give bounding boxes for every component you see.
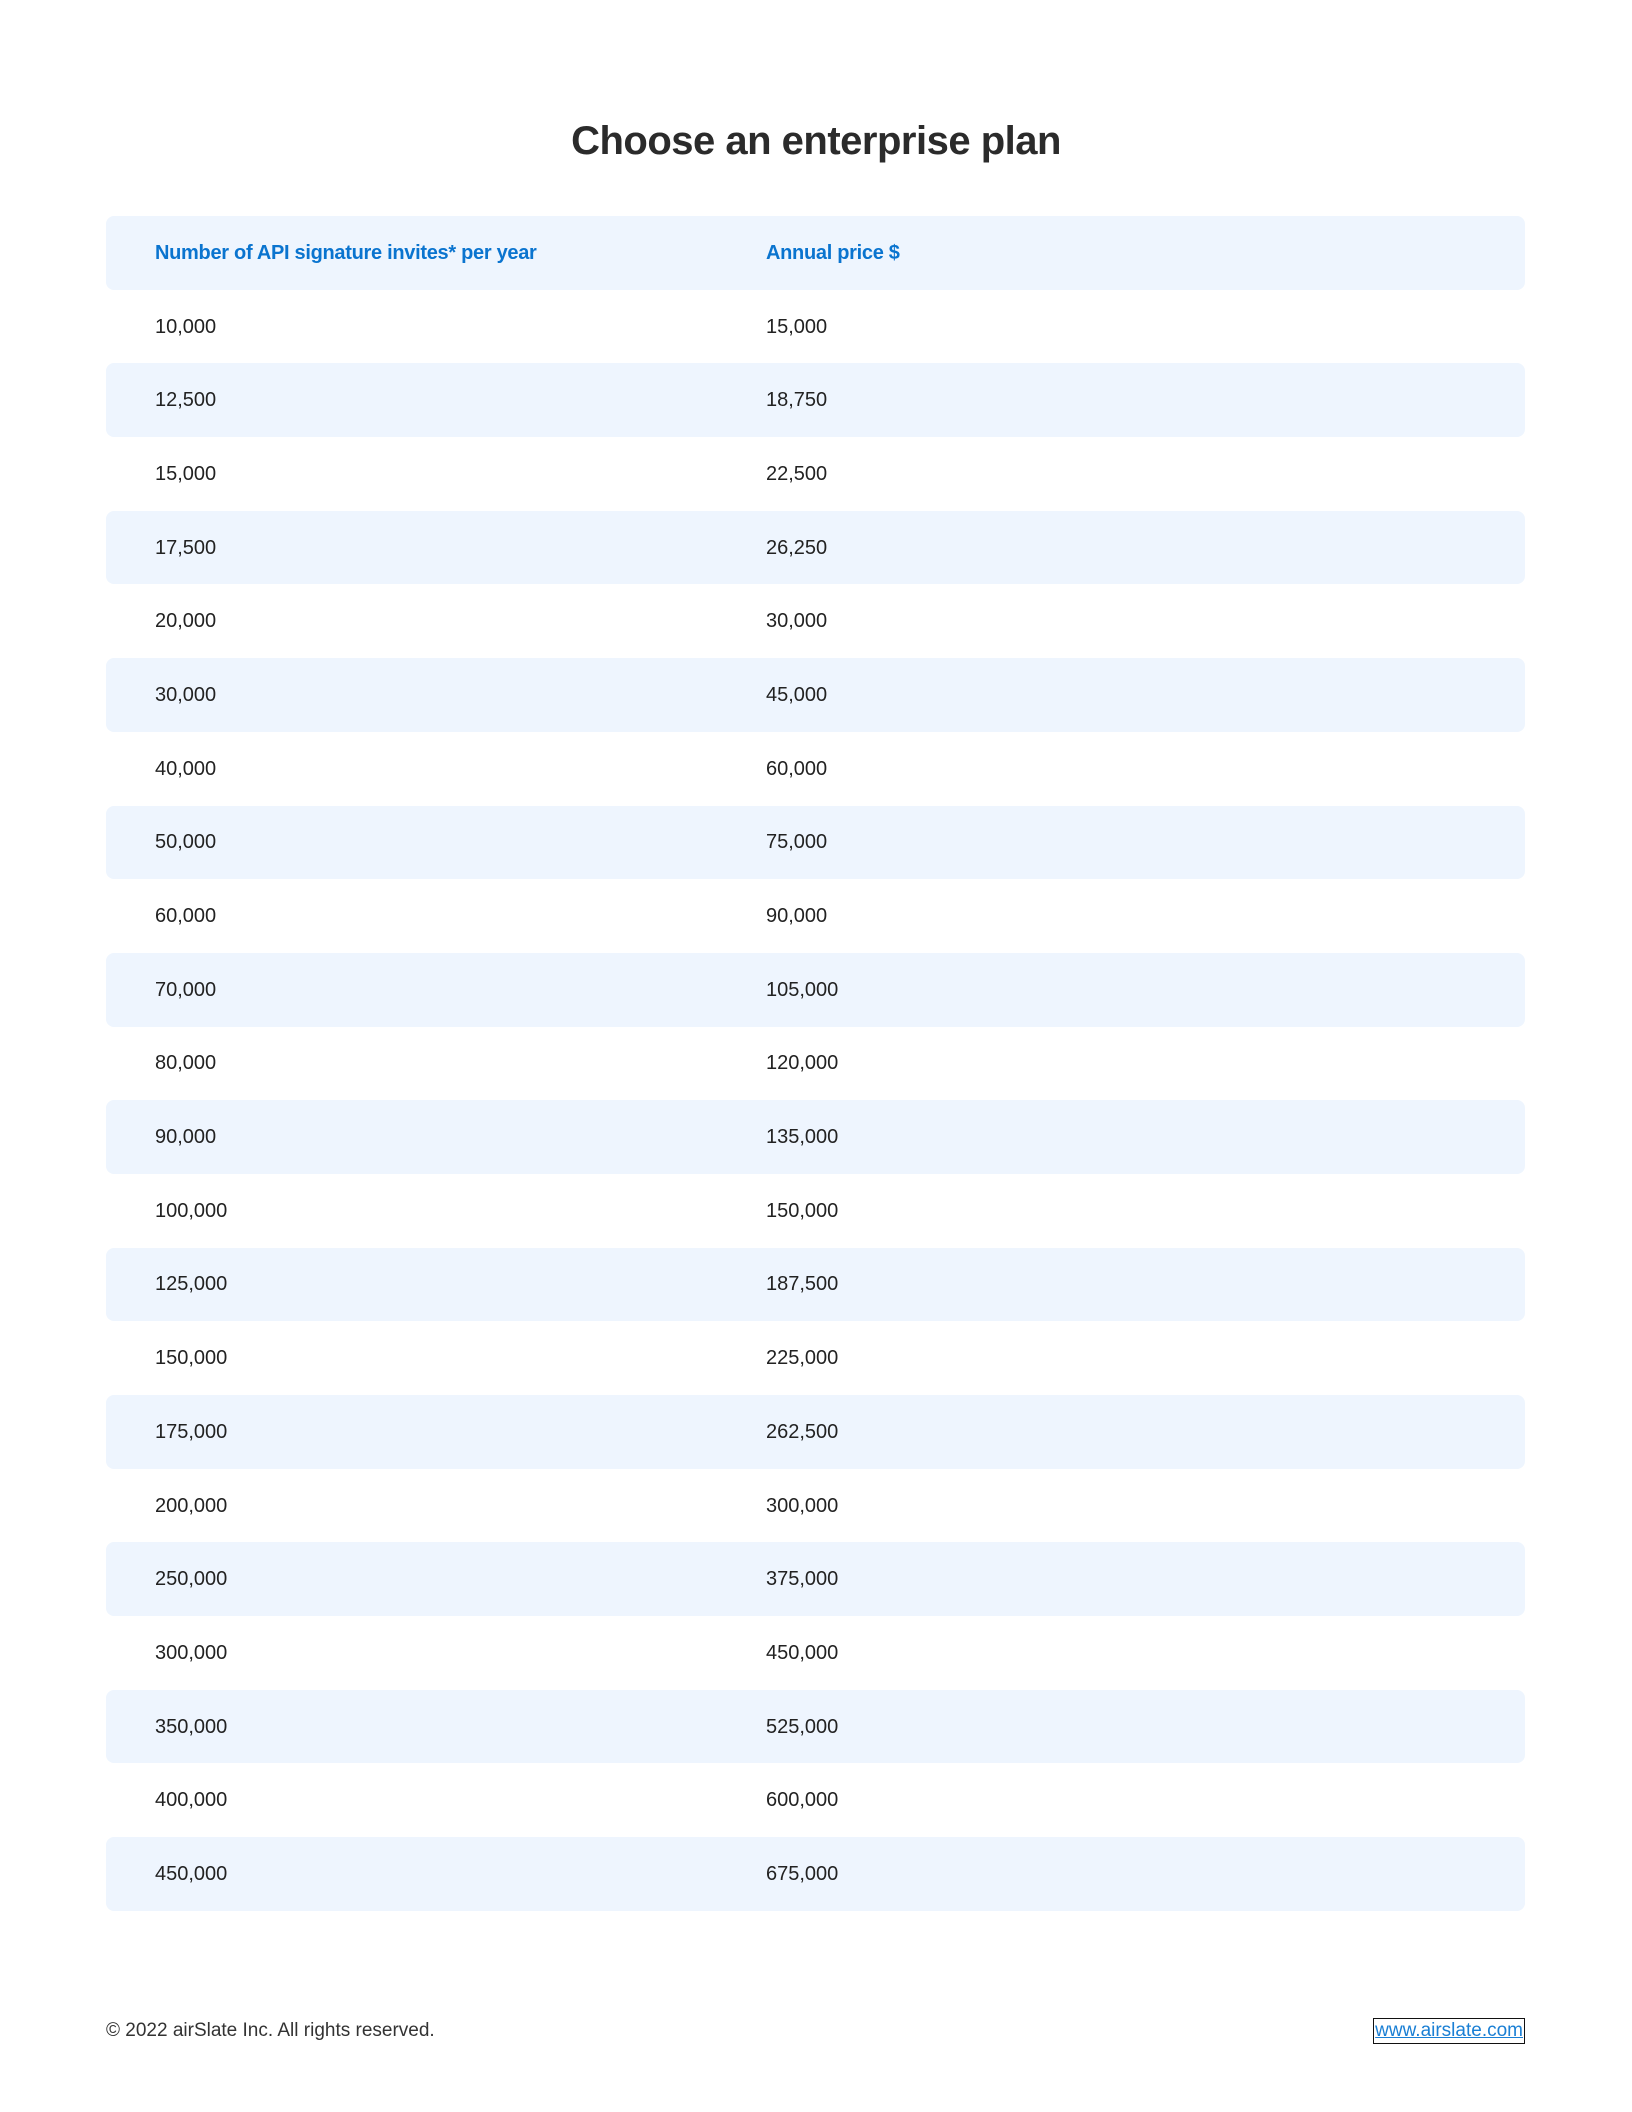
table-header-row [106,216,1525,290]
table-row [106,1469,1525,1543]
price-cell: 18,750 [766,389,828,412]
price-cell: 600,000 [766,1789,839,1812]
price-cell: 120,000 [766,1052,839,1075]
table-row [106,732,1525,806]
table-row [106,1542,1525,1616]
invites-cell: 200,000 [155,1494,228,1517]
invites-cell: 250,000 [155,1568,228,1591]
price-cell: 187,500 [766,1273,839,1296]
invites-cell: 80,000 [155,1052,217,1075]
invites-cell: 350,000 [155,1715,228,1738]
table-row [106,806,1525,880]
invites-cell: 70,000 [155,978,217,1001]
price-cell: 262,500 [766,1420,839,1443]
price-cell: 675,000 [766,1862,839,1885]
price-cell: 75,000 [766,831,828,854]
price-cell: 26,250 [766,536,828,559]
table-row [106,290,1525,364]
table-row [106,658,1525,732]
price-cell: 90,000 [766,905,828,928]
invites-cell: 100,000 [155,1199,228,1222]
table-row [106,1763,1525,1837]
invites-cell: 150,000 [155,1347,228,1370]
price-cell: 15,000 [766,315,828,338]
table-row [106,1027,1525,1101]
invites-cell: 15,000 [155,462,217,485]
invites-cell: 450,000 [155,1862,228,1885]
invites-cell: 17,500 [155,536,217,559]
website-link[interactable]: www.airslate.com [1373,2018,1525,2044]
price-cell: 525,000 [766,1715,839,1738]
invites-cell: 50,000 [155,831,217,854]
invites-cell: 20,000 [155,610,217,633]
price-cell: 450,000 [766,1641,839,1664]
table-row [106,511,1525,585]
table-row [106,879,1525,953]
column-header-price: Annual price $ [766,241,900,264]
price-cell: 135,000 [766,1126,839,1149]
price-cell: 105,000 [766,978,839,1001]
table-row [106,1100,1525,1174]
price-cell: 225,000 [766,1347,839,1370]
column-header-invites: Number of API signature invites* per year [155,241,537,264]
table-row [106,953,1525,1027]
invites-cell: 60,000 [155,905,217,928]
table-row [106,584,1525,658]
invites-cell: 10,000 [155,315,217,338]
price-cell: 30,000 [766,610,828,633]
invites-cell: 30,000 [155,683,217,706]
price-cell: 300,000 [766,1494,839,1517]
invites-cell: 40,000 [155,757,217,780]
table-row [106,1174,1525,1248]
table-row [106,1690,1525,1764]
invites-cell: 300,000 [155,1641,228,1664]
price-cell: 22,500 [766,462,828,485]
price-cell: 150,000 [766,1199,839,1222]
invites-cell: 125,000 [155,1273,228,1296]
table-row [106,1616,1525,1690]
table-row [106,363,1525,437]
table-row [106,437,1525,511]
price-cell: 45,000 [766,683,828,706]
invites-cell: 175,000 [155,1420,228,1443]
page-title: Choose an enterprise plan [571,119,1061,163]
invites-cell: 90,000 [155,1126,217,1149]
table-row [106,1837,1525,1911]
table-row [106,1248,1525,1322]
copyright-text: © 2022 airSlate Inc. All rights reserved. [106,2020,435,2041]
table-row [106,1395,1525,1469]
price-cell: 375,000 [766,1568,839,1591]
price-cell: 60,000 [766,757,828,780]
pricing-table [106,216,1525,1911]
invites-cell: 12,500 [155,389,217,412]
invites-cell: 400,000 [155,1789,228,1812]
table-row [106,1321,1525,1395]
